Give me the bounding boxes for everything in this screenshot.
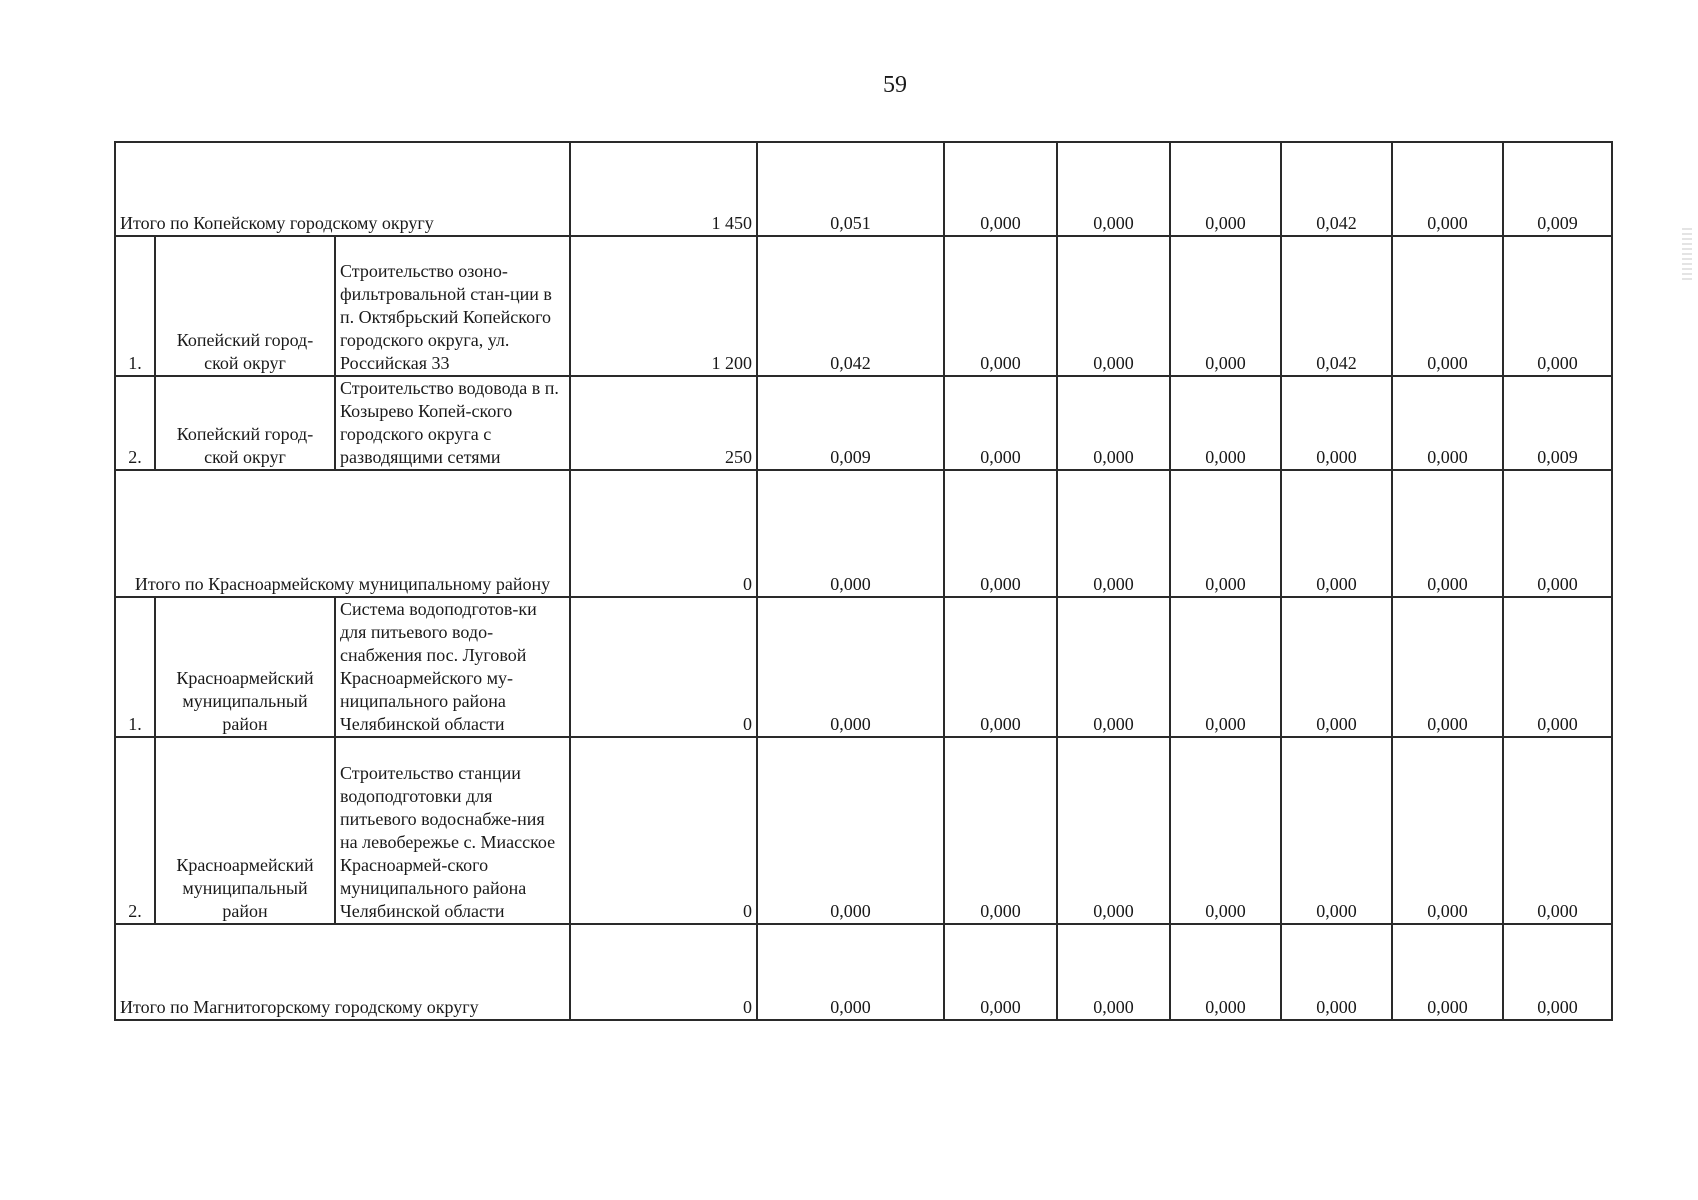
project-cell: Строительство станции водоподготовки для питьевого водоснабже-ния на левобережье с. Миасское Красноармей-ского муниципального района Челябинской области <box>335 737 570 924</box>
row-index: 2. <box>115 737 155 924</box>
table-row <box>115 737 1612 924</box>
value-cell: 0,009 <box>757 376 944 470</box>
value-cell: 0 <box>570 470 757 597</box>
value-cell: 0,000 <box>944 924 1057 1020</box>
summary-row-kopeysk <box>115 142 1612 236</box>
value-cell: 0 <box>570 597 757 737</box>
table-row <box>115 597 1612 737</box>
value-cell: 0,000 <box>1170 376 1281 470</box>
value-cell: 0,000 <box>1503 924 1612 1020</box>
value-cell: 0,000 <box>1057 737 1170 924</box>
value-cell: 0,000 <box>1170 737 1281 924</box>
table-row <box>115 376 1612 470</box>
project-cell: Строительство водовода в п. Козырево Копей-ского городского округа с разводящими сетями <box>335 376 570 470</box>
value-cell: 0,000 <box>1503 737 1612 924</box>
value-cell: 0,000 <box>1392 142 1503 236</box>
value-cell: 0,000 <box>1281 376 1392 470</box>
row-index: 1. <box>115 236 155 376</box>
value-cell: 0,009 <box>1503 376 1612 470</box>
value-cell: 0 <box>570 737 757 924</box>
value-cell: 0,042 <box>757 236 944 376</box>
value-cell: 0 <box>570 924 757 1020</box>
value-cell: 0,000 <box>944 470 1057 597</box>
value-cell: 0,000 <box>1170 142 1281 236</box>
value-cell: 0,000 <box>1392 737 1503 924</box>
summary-row-magnitogorsk <box>115 924 1612 1020</box>
scan-artifact <box>1682 225 1692 280</box>
value-cell: 0,000 <box>1281 597 1392 737</box>
investment-table <box>114 141 1613 1021</box>
value-cell: 0,009 <box>1503 142 1612 236</box>
value-cell: 0,000 <box>944 236 1057 376</box>
value-cell: 1 200 <box>570 236 757 376</box>
value-cell: 0,000 <box>1170 597 1281 737</box>
project-cell: Строительство озоно-фильтровальной стан-ции в п. Октябрьский Копейского городского округа, ул. Российская 33 <box>335 236 570 376</box>
value-cell: 0,000 <box>757 597 944 737</box>
summary-row-krasnoarmeysky <box>115 470 1612 597</box>
value-cell: 0,000 <box>757 924 944 1020</box>
value-cell: 0,000 <box>944 142 1057 236</box>
value-cell: 0,000 <box>1057 470 1170 597</box>
value-cell: 0,000 <box>1392 236 1503 376</box>
value-cell: 0,000 <box>1281 924 1392 1020</box>
value-cell: 0,000 <box>1503 236 1612 376</box>
value-cell: 0,042 <box>1281 236 1392 376</box>
municipality-cell: Красноармейский муниципальный район <box>155 597 335 737</box>
page-number: 59 <box>883 72 907 98</box>
value-cell: 0,000 <box>1057 597 1170 737</box>
value-cell: 0,000 <box>1503 470 1612 597</box>
value-cell: 0,000 <box>1057 236 1170 376</box>
value-cell: 0,000 <box>757 737 944 924</box>
value-cell: 0,000 <box>944 376 1057 470</box>
value-cell: 0,000 <box>1170 924 1281 1020</box>
value-cell: 0,000 <box>1057 924 1170 1020</box>
value-cell: 0,000 <box>1392 376 1503 470</box>
value-cell: 0,000 <box>1392 470 1503 597</box>
value-cell: 0,000 <box>1170 470 1281 597</box>
project-cell: Система водоподготов-ки для питьевого водо-снабжения пос. Луговой Красноармейского му-ниципального района Челябинской области <box>335 597 570 737</box>
value-cell: 250 <box>570 376 757 470</box>
value-cell: 0,051 <box>757 142 944 236</box>
municipality-cell: Красноармейский муниципальный район <box>155 737 335 924</box>
value-cell: 0,000 <box>1392 597 1503 737</box>
row-index: 2. <box>115 376 155 470</box>
value-cell: 0,000 <box>1057 376 1170 470</box>
value-cell: 0,042 <box>1281 142 1392 236</box>
table-row <box>115 236 1612 376</box>
value-cell: 0,000 <box>1281 737 1392 924</box>
value-cell: 0,000 <box>1392 924 1503 1020</box>
summary-label: Итого по Магнитогорскому городскому округу <box>115 924 570 1020</box>
value-cell: 1 450 <box>570 142 757 236</box>
value-cell: 0,000 <box>944 737 1057 924</box>
row-index: 1. <box>115 597 155 737</box>
value-cell: 0,000 <box>944 597 1057 737</box>
value-cell: 0,000 <box>1503 597 1612 737</box>
municipality-cell: Копейский город-ской округ <box>155 236 335 376</box>
value-cell: 0,000 <box>1170 236 1281 376</box>
summary-label: Итого по Копейскому городскому округу <box>115 142 570 236</box>
value-cell: 0,000 <box>1057 142 1170 236</box>
value-cell: 0,000 <box>1281 470 1392 597</box>
value-cell: 0,000 <box>757 470 944 597</box>
summary-label: Итого по Красноармейскому муниципальному району <box>115 470 570 597</box>
municipality-cell: Копейский город-ской округ <box>155 376 335 470</box>
